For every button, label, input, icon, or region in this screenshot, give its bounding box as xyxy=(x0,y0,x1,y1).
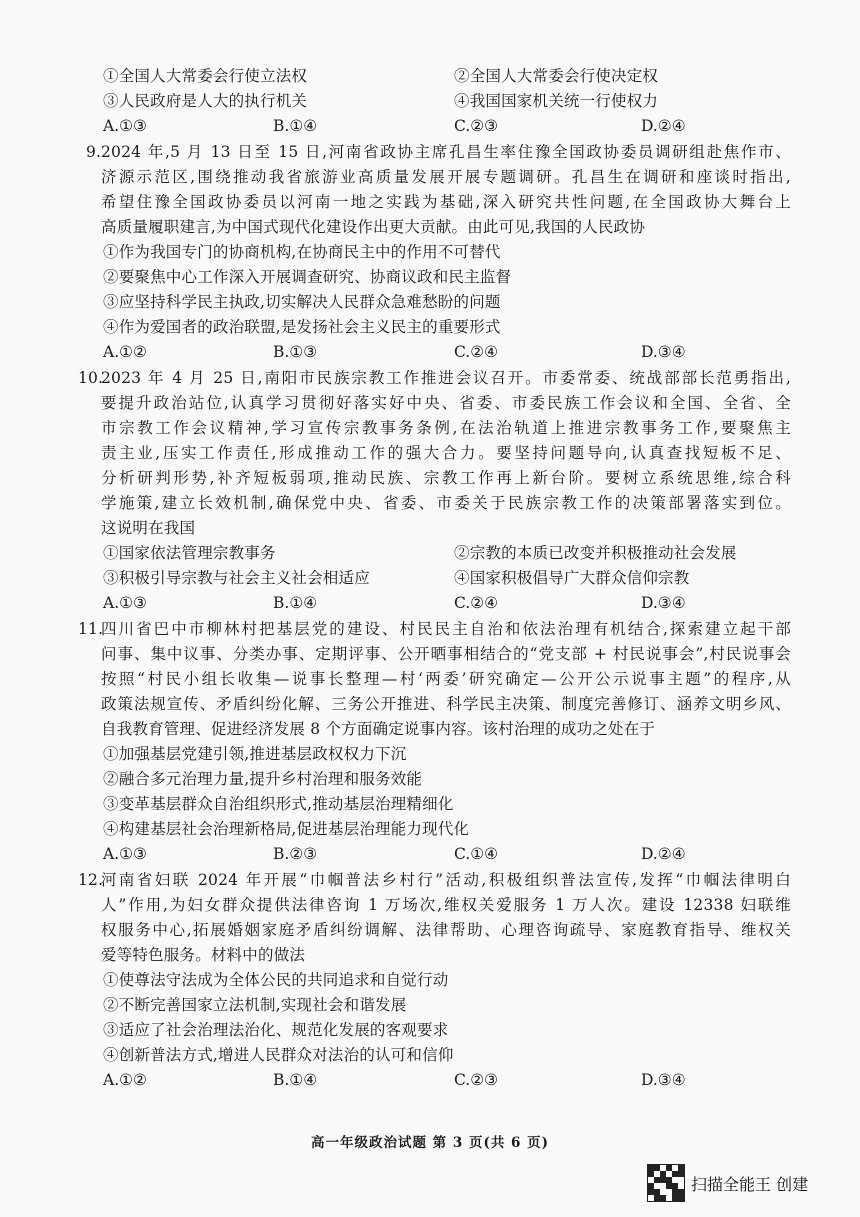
q10-number: 10. xyxy=(78,369,104,387)
q9-option-2: ②要聚焦中心工作深入开展调查研究、协商议政和民主监督 xyxy=(103,268,512,286)
q12-option-4: ④创新普法方式,增进人民群众对法治的认可和信仰 xyxy=(103,1046,454,1064)
q9-option-4: ④作为爱国者的政治联盟,是发扬社会主义民主的重要形式 xyxy=(103,318,501,336)
q10-option-2: ②宗教的本质已改变并积极推动社会发展 xyxy=(454,544,737,562)
page-footer: 高一年级政治试题 第 3 页(共 6 页) xyxy=(310,1135,550,1151)
q12-answer-d: D.③④ xyxy=(641,1071,686,1089)
q12-answer-b: B.①④ xyxy=(273,1071,318,1089)
q10-stem-line: 这说明在我国 xyxy=(101,519,196,537)
q12-stem-line: 河南省妇联 2024 年开展“巾帼普法乡村行”活动,积极组织普法宣传,发挥“巾帼法律明白 xyxy=(101,871,791,889)
q12-stem-line: 人”作用,为妇女群众提供法律咨询 1 万场次,维权关爱服务 1 万人次。建设 12338 妇联维 xyxy=(101,896,791,914)
q9-number: 9. xyxy=(86,143,102,161)
q10-stem-line: 2023 年 4 月 25 日,南阳市民族宗教工作推进会议召开。市委常委、统战部部长范勇指出, xyxy=(101,369,791,387)
q11-stem-line: 问事、集中议事、分类办事、定期评事、公开晒事相结合的“党支部 + 村民说事会”,村民说事会 xyxy=(101,645,791,663)
q12-answer-a: A.①② xyxy=(103,1071,147,1089)
q9-answer-a: A.①② xyxy=(103,343,147,361)
q9-answer-c: C.②④ xyxy=(454,343,499,361)
q8-answer-b: B.①④ xyxy=(273,117,318,135)
q8-answer-a: A.①③ xyxy=(103,117,147,135)
qr-code-icon xyxy=(647,1164,685,1202)
q11-option-1: ①加强基层党建引领,推进基层政权权力下沉 xyxy=(103,745,407,763)
q8-option-1: ①全国人大常委会行使立法权 xyxy=(103,67,308,85)
q11-answer-c: C.①④ xyxy=(454,845,499,863)
q10-option-1: ①国家依法管理宗教事务 xyxy=(103,544,276,562)
q8-option-3: ③人民政府是人大的执行机关 xyxy=(103,92,308,110)
q11-answer-b: B.②③ xyxy=(273,845,318,863)
q11-stem-line: 政策法规宣传、矛盾纠纷化解、三务公开推进、科学民主决策、制度完善修订、涵养文明乡风、 xyxy=(101,695,791,713)
q10-stem-line: 要提升政治站位,认真学习贯彻好落实好中央、省委、市委民族工作会议和全国、全省、全 xyxy=(101,394,791,412)
q10-stem-line: 分析研判形势,补齐短板弱项,推动民族、宗教工作再上新台阶。要树立系统思维,综合科 xyxy=(101,469,791,487)
q12-answer-c: C.②③ xyxy=(454,1071,499,1089)
q9-option-1: ①作为我国专门的协商机构,在协商民主中的作用不可替代 xyxy=(103,243,501,261)
scanner-brand-label: 扫描全能王 创建 xyxy=(691,1174,809,1194)
q9-answer-d: D.③④ xyxy=(641,343,686,361)
q11-option-4: ④构建基层社会治理新格局,促进基层治理能力现代化 xyxy=(103,820,470,838)
q10-option-3: ③积极引导宗教与社会主义社会相适应 xyxy=(103,569,370,587)
q9-answer-b: B.①③ xyxy=(273,343,318,361)
q12-stem-line: 权服务中心,拓展婚姻家庭矛盾纠纷调解、法律帮助、心理咨询疏导、家庭教育指导、维权关 xyxy=(101,921,791,939)
q10-stem-line: 市宗教工作会议精神,学习宣传宗教事务条例,在法治轨道上推进宗教事务工作,要聚焦主 xyxy=(101,419,791,437)
q12-number: 12. xyxy=(78,871,104,889)
q9-option-3: ③应坚持科学民主执政,切实解决人民群众急难愁盼的问题 xyxy=(103,293,501,311)
q11-option-2: ②融合多元治理力量,提升乡村治理和服务效能 xyxy=(103,770,423,788)
q11-stem-line: 自我教育管理、促进经济发展 8 个方面确定说事内容。该村治理的成功之处在于 xyxy=(101,720,656,738)
q9-stem-line: 济源示范区,围绕推动我省旅游业高质量发展开展专题调研。孔昌生在调研和座谈时指出, xyxy=(101,168,791,186)
q10-option-4: ④国家积极倡导广大群众信仰宗教 xyxy=(454,569,690,587)
q9-stem-line: 高质量履职建言,为中国式现代化建设作出更大贡献。由此可见,我国的人民政协 xyxy=(101,218,646,236)
q10-answer-b: B.①④ xyxy=(273,594,318,612)
q12-stem-line: 爱等特色服务。材料中的做法 xyxy=(101,946,306,964)
q10-stem-line: 责主业,压实工作责任,形成推动工作的强大合力。要坚持问题导向,认真查找短板不足、 xyxy=(101,444,791,462)
q8-option-2: ②全国人大常委会行使决定权 xyxy=(454,67,659,85)
q9-stem-line: 2024 年,5 月 13 日至 15 日,河南省政协主席孔昌生率住豫全国政协委员调研组赴焦作市、 xyxy=(101,143,791,161)
q11-option-3: ③变革基层群众自治组织形式,推动基层治理精细化 xyxy=(103,795,454,813)
q8-answer-d: D.②④ xyxy=(641,117,686,135)
q10-stem-line: 学施策,建立长效机制,确保党中央、省委、市委关于民族宗教工作的决策部署落实到位。 xyxy=(101,494,791,512)
q11-number: 11. xyxy=(78,620,104,638)
q10-answer-a: A.①③ xyxy=(103,594,147,612)
q11-answer-d: D.②④ xyxy=(641,845,686,863)
q11-answer-a: A.①③ xyxy=(103,845,147,863)
q10-answer-c: C.②④ xyxy=(454,594,499,612)
q9-stem-line: 希望住豫全国政协委员以河南一地之实践为基础,深入研究共性问题,在全国政协大舞台上 xyxy=(101,193,791,211)
q12-option-2: ②不断完善国家立法机制,实现社会和谐发展 xyxy=(103,996,407,1014)
q11-stem-line: 四川省巴中市柳林村把基层党的建设、村民民主自治和依法治理有机结合,探索建立起干部 xyxy=(101,620,791,638)
q12-option-1: ①使尊法守法成为全体公民的共同追求和自觉行动 xyxy=(103,971,449,989)
q8-answer-c: C.②③ xyxy=(454,117,499,135)
q8-option-4: ④我国国家机关统一行使权力 xyxy=(454,92,659,110)
q11-stem-line: 按照“村民小组长收集—说事长整理—村‘两委’研究确定—公开公示说事主题”的程序,从 xyxy=(101,670,791,688)
q12-option-3: ③适应了社会治理法治化、规范化发展的客观要求 xyxy=(103,1021,449,1039)
q10-answer-d: D.③④ xyxy=(641,594,686,612)
scanner-watermark xyxy=(647,1164,808,1202)
